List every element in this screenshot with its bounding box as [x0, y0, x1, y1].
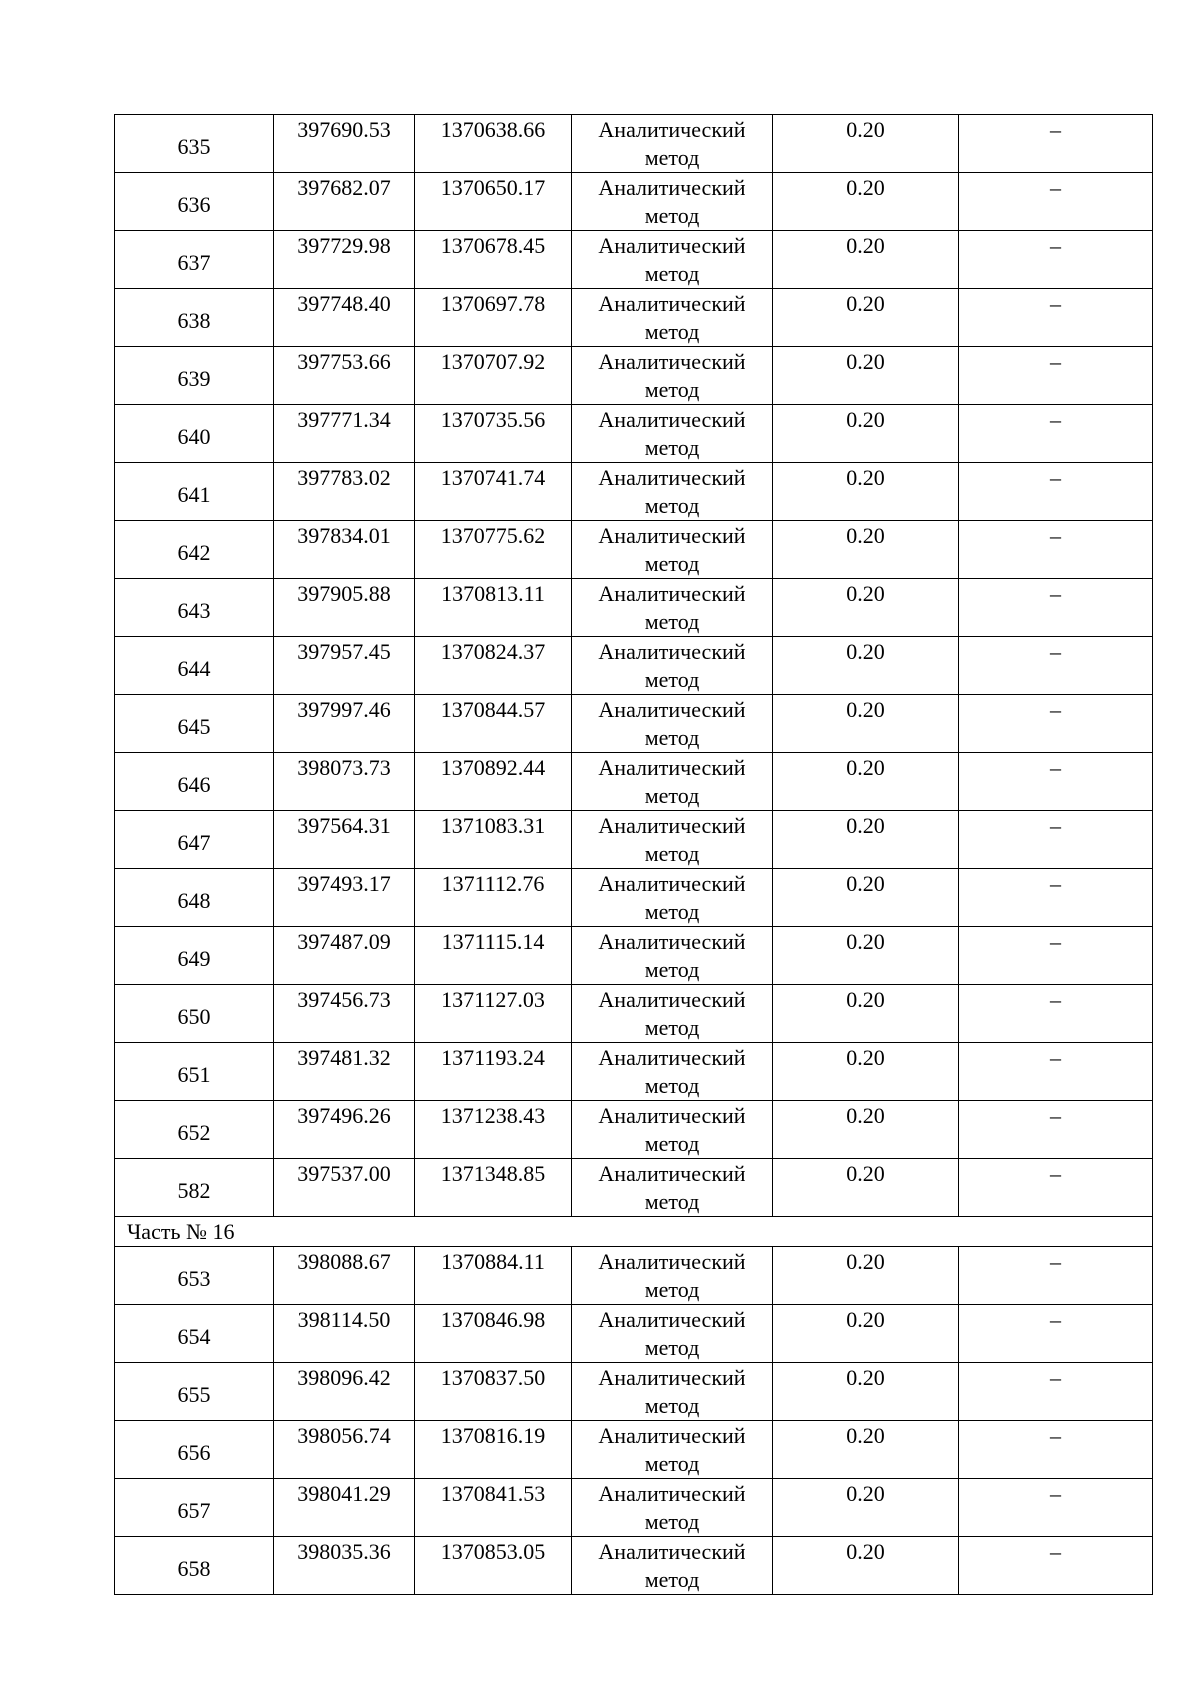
- note-cell: –: [959, 811, 1153, 869]
- note-cell: –: [959, 289, 1153, 347]
- accuracy-cell: 0.20: [773, 811, 959, 869]
- table-row: [115, 231, 1153, 289]
- method-cell: Аналитический метод: [572, 869, 773, 927]
- note-cell: –: [959, 1537, 1153, 1595]
- table-row: [115, 289, 1153, 347]
- x-coordinate-cell: 398035.36: [274, 1537, 415, 1595]
- note-cell: –: [959, 869, 1153, 927]
- method-cell: Аналитический метод: [572, 173, 773, 231]
- note-cell: –: [959, 753, 1153, 811]
- note-cell: –: [959, 1363, 1153, 1421]
- table-row: [115, 1305, 1153, 1363]
- accuracy-cell: 0.20: [773, 1043, 959, 1101]
- note-cell: –: [959, 1479, 1153, 1537]
- x-coordinate-cell: 398114.50: [274, 1305, 415, 1363]
- y-coordinate-cell: 1370841.53: [415, 1479, 572, 1537]
- note-cell: –: [959, 985, 1153, 1043]
- table-row: [115, 115, 1153, 173]
- accuracy-cell: 0.20: [773, 869, 959, 927]
- note-cell: –: [959, 1101, 1153, 1159]
- point-number-cell: 648: [115, 869, 274, 927]
- accuracy-cell: 0.20: [773, 231, 959, 289]
- x-coordinate-cell: 398041.29: [274, 1479, 415, 1537]
- accuracy-cell: 0.20: [773, 753, 959, 811]
- y-coordinate-cell: 1370638.66: [415, 115, 572, 173]
- point-number-cell: 657: [115, 1479, 274, 1537]
- method-cell: Аналитический метод: [572, 1421, 773, 1479]
- table-row: [115, 1421, 1153, 1479]
- table-row: [115, 579, 1153, 637]
- method-cell: Аналитический метод: [572, 347, 773, 405]
- x-coordinate-cell: 397493.17: [274, 869, 415, 927]
- method-cell: Аналитический метод: [572, 521, 773, 579]
- y-coordinate-cell: 1371238.43: [415, 1101, 572, 1159]
- y-coordinate-cell: 1370884.11: [415, 1247, 572, 1305]
- x-coordinate-cell: 397481.32: [274, 1043, 415, 1101]
- y-coordinate-cell: 1370707.92: [415, 347, 572, 405]
- method-cell: Аналитический метод: [572, 115, 773, 173]
- table-row: [115, 1043, 1153, 1101]
- x-coordinate-cell: 398088.67: [274, 1247, 415, 1305]
- method-cell: Аналитический метод: [572, 1043, 773, 1101]
- accuracy-cell: 0.20: [773, 985, 959, 1043]
- accuracy-cell: 0.20: [773, 1363, 959, 1421]
- table-row: [115, 869, 1153, 927]
- point-number-cell: 582: [115, 1159, 274, 1217]
- y-coordinate-cell: 1370846.98: [415, 1305, 572, 1363]
- table-row: [115, 1479, 1153, 1537]
- x-coordinate-cell: 397487.09: [274, 927, 415, 985]
- note-cell: –: [959, 463, 1153, 521]
- section-title: Часть № 16: [115, 1217, 1153, 1247]
- accuracy-cell: 0.20: [773, 1247, 959, 1305]
- x-coordinate-cell: 397682.07: [274, 173, 415, 231]
- x-coordinate-cell: 397753.66: [274, 347, 415, 405]
- section-header-row: [115, 1217, 1153, 1247]
- point-number-cell: 653: [115, 1247, 274, 1305]
- y-coordinate-cell: 1370837.50: [415, 1363, 572, 1421]
- y-coordinate-cell: 1371083.31: [415, 811, 572, 869]
- method-cell: Аналитический метод: [572, 405, 773, 463]
- point-number-cell: 643: [115, 579, 274, 637]
- method-cell: Аналитический метод: [572, 1101, 773, 1159]
- point-number-cell: 636: [115, 173, 274, 231]
- point-number-cell: 639: [115, 347, 274, 405]
- note-cell: –: [959, 637, 1153, 695]
- x-coordinate-cell: 397456.73: [274, 985, 415, 1043]
- y-coordinate-cell: 1371193.24: [415, 1043, 572, 1101]
- method-cell: Аналитический метод: [572, 985, 773, 1043]
- table-row: [115, 1101, 1153, 1159]
- note-cell: –: [959, 231, 1153, 289]
- method-cell: Аналитический метод: [572, 289, 773, 347]
- table-row: [115, 811, 1153, 869]
- x-coordinate-cell: 397905.88: [274, 579, 415, 637]
- y-coordinate-cell: 1371127.03: [415, 985, 572, 1043]
- accuracy-cell: 0.20: [773, 521, 959, 579]
- y-coordinate-cell: 1370697.78: [415, 289, 572, 347]
- point-number-cell: 652: [115, 1101, 274, 1159]
- y-coordinate-cell: 1370775.62: [415, 521, 572, 579]
- accuracy-cell: 0.20: [773, 347, 959, 405]
- x-coordinate-cell: 398073.73: [274, 753, 415, 811]
- method-cell: Аналитический метод: [572, 637, 773, 695]
- table-row: [115, 927, 1153, 985]
- point-number-cell: 647: [115, 811, 274, 869]
- x-coordinate-cell: 397783.02: [274, 463, 415, 521]
- note-cell: –: [959, 521, 1153, 579]
- y-coordinate-cell: 1370741.74: [415, 463, 572, 521]
- method-cell: Аналитический метод: [572, 463, 773, 521]
- table-row: [115, 173, 1153, 231]
- note-cell: –: [959, 1043, 1153, 1101]
- accuracy-cell: 0.20: [773, 115, 959, 173]
- accuracy-cell: 0.20: [773, 405, 959, 463]
- point-number-cell: 656: [115, 1421, 274, 1479]
- coordinates-table: [114, 114, 1153, 1595]
- note-cell: –: [959, 927, 1153, 985]
- accuracy-cell: 0.20: [773, 579, 959, 637]
- point-number-cell: 650: [115, 985, 274, 1043]
- accuracy-cell: 0.20: [773, 1537, 959, 1595]
- accuracy-cell: 0.20: [773, 927, 959, 985]
- y-coordinate-cell: 1370853.05: [415, 1537, 572, 1595]
- y-coordinate-cell: 1370813.11: [415, 579, 572, 637]
- y-coordinate-cell: 1371348.85: [415, 1159, 572, 1217]
- y-coordinate-cell: 1370735.56: [415, 405, 572, 463]
- x-coordinate-cell: 397957.45: [274, 637, 415, 695]
- point-number-cell: 654: [115, 1305, 274, 1363]
- table-row: [115, 637, 1153, 695]
- point-number-cell: 637: [115, 231, 274, 289]
- method-cell: Аналитический метод: [572, 1247, 773, 1305]
- point-number-cell: 645: [115, 695, 274, 753]
- point-number-cell: 635: [115, 115, 274, 173]
- table-row: [115, 405, 1153, 463]
- point-number-cell: 655: [115, 1363, 274, 1421]
- table-row: [115, 347, 1153, 405]
- note-cell: –: [959, 115, 1153, 173]
- accuracy-cell: 0.20: [773, 1305, 959, 1363]
- y-coordinate-cell: 1371115.14: [415, 927, 572, 985]
- point-number-cell: 642: [115, 521, 274, 579]
- note-cell: –: [959, 1247, 1153, 1305]
- note-cell: –: [959, 405, 1153, 463]
- x-coordinate-cell: 397537.00: [274, 1159, 415, 1217]
- accuracy-cell: 0.20: [773, 289, 959, 347]
- note-cell: –: [959, 1421, 1153, 1479]
- method-cell: Аналитический метод: [572, 231, 773, 289]
- table-row: [115, 753, 1153, 811]
- accuracy-cell: 0.20: [773, 1159, 959, 1217]
- x-coordinate-cell: 397496.26: [274, 1101, 415, 1159]
- point-number-cell: 640: [115, 405, 274, 463]
- accuracy-cell: 0.20: [773, 695, 959, 753]
- y-coordinate-cell: 1370824.37: [415, 637, 572, 695]
- y-coordinate-cell: 1370844.57: [415, 695, 572, 753]
- method-cell: Аналитический метод: [572, 1305, 773, 1363]
- point-number-cell: 638: [115, 289, 274, 347]
- note-cell: –: [959, 579, 1153, 637]
- note-cell: –: [959, 695, 1153, 753]
- table-row: [115, 1159, 1153, 1217]
- accuracy-cell: 0.20: [773, 173, 959, 231]
- accuracy-cell: 0.20: [773, 637, 959, 695]
- point-number-cell: 641: [115, 463, 274, 521]
- table-row: [115, 1537, 1153, 1595]
- table-row: [115, 463, 1153, 521]
- x-coordinate-cell: 397729.98: [274, 231, 415, 289]
- method-cell: Аналитический метод: [572, 695, 773, 753]
- accuracy-cell: 0.20: [773, 1421, 959, 1479]
- method-cell: Аналитический метод: [572, 1537, 773, 1595]
- x-coordinate-cell: 397564.31: [274, 811, 415, 869]
- table-row: [115, 1363, 1153, 1421]
- note-cell: –: [959, 1305, 1153, 1363]
- y-coordinate-cell: 1370650.17: [415, 173, 572, 231]
- table-row: [115, 1247, 1153, 1305]
- accuracy-cell: 0.20: [773, 463, 959, 521]
- x-coordinate-cell: 397748.40: [274, 289, 415, 347]
- y-coordinate-cell: 1370816.19: [415, 1421, 572, 1479]
- note-cell: –: [959, 347, 1153, 405]
- x-coordinate-cell: 397997.46: [274, 695, 415, 753]
- x-coordinate-cell: 397834.01: [274, 521, 415, 579]
- y-coordinate-cell: 1370678.45: [415, 231, 572, 289]
- table-body: [115, 115, 1153, 1595]
- x-coordinate-cell: 397690.53: [274, 115, 415, 173]
- method-cell: Аналитический метод: [572, 753, 773, 811]
- method-cell: Аналитический метод: [572, 811, 773, 869]
- point-number-cell: 646: [115, 753, 274, 811]
- y-coordinate-cell: 1371112.76: [415, 869, 572, 927]
- point-number-cell: 658: [115, 1537, 274, 1595]
- table-row: [115, 695, 1153, 753]
- note-cell: –: [959, 173, 1153, 231]
- method-cell: Аналитический метод: [572, 927, 773, 985]
- x-coordinate-cell: 398096.42: [274, 1363, 415, 1421]
- note-cell: –: [959, 1159, 1153, 1217]
- x-coordinate-cell: 398056.74: [274, 1421, 415, 1479]
- table-row: [115, 985, 1153, 1043]
- accuracy-cell: 0.20: [773, 1101, 959, 1159]
- point-number-cell: 651: [115, 1043, 274, 1101]
- method-cell: Аналитический метод: [572, 579, 773, 637]
- x-coordinate-cell: 397771.34: [274, 405, 415, 463]
- method-cell: Аналитический метод: [572, 1159, 773, 1217]
- point-number-cell: 649: [115, 927, 274, 985]
- method-cell: Аналитический метод: [572, 1479, 773, 1537]
- table-row: [115, 521, 1153, 579]
- accuracy-cell: 0.20: [773, 1479, 959, 1537]
- y-coordinate-cell: 1370892.44: [415, 753, 572, 811]
- point-number-cell: 644: [115, 637, 274, 695]
- method-cell: Аналитический метод: [572, 1363, 773, 1421]
